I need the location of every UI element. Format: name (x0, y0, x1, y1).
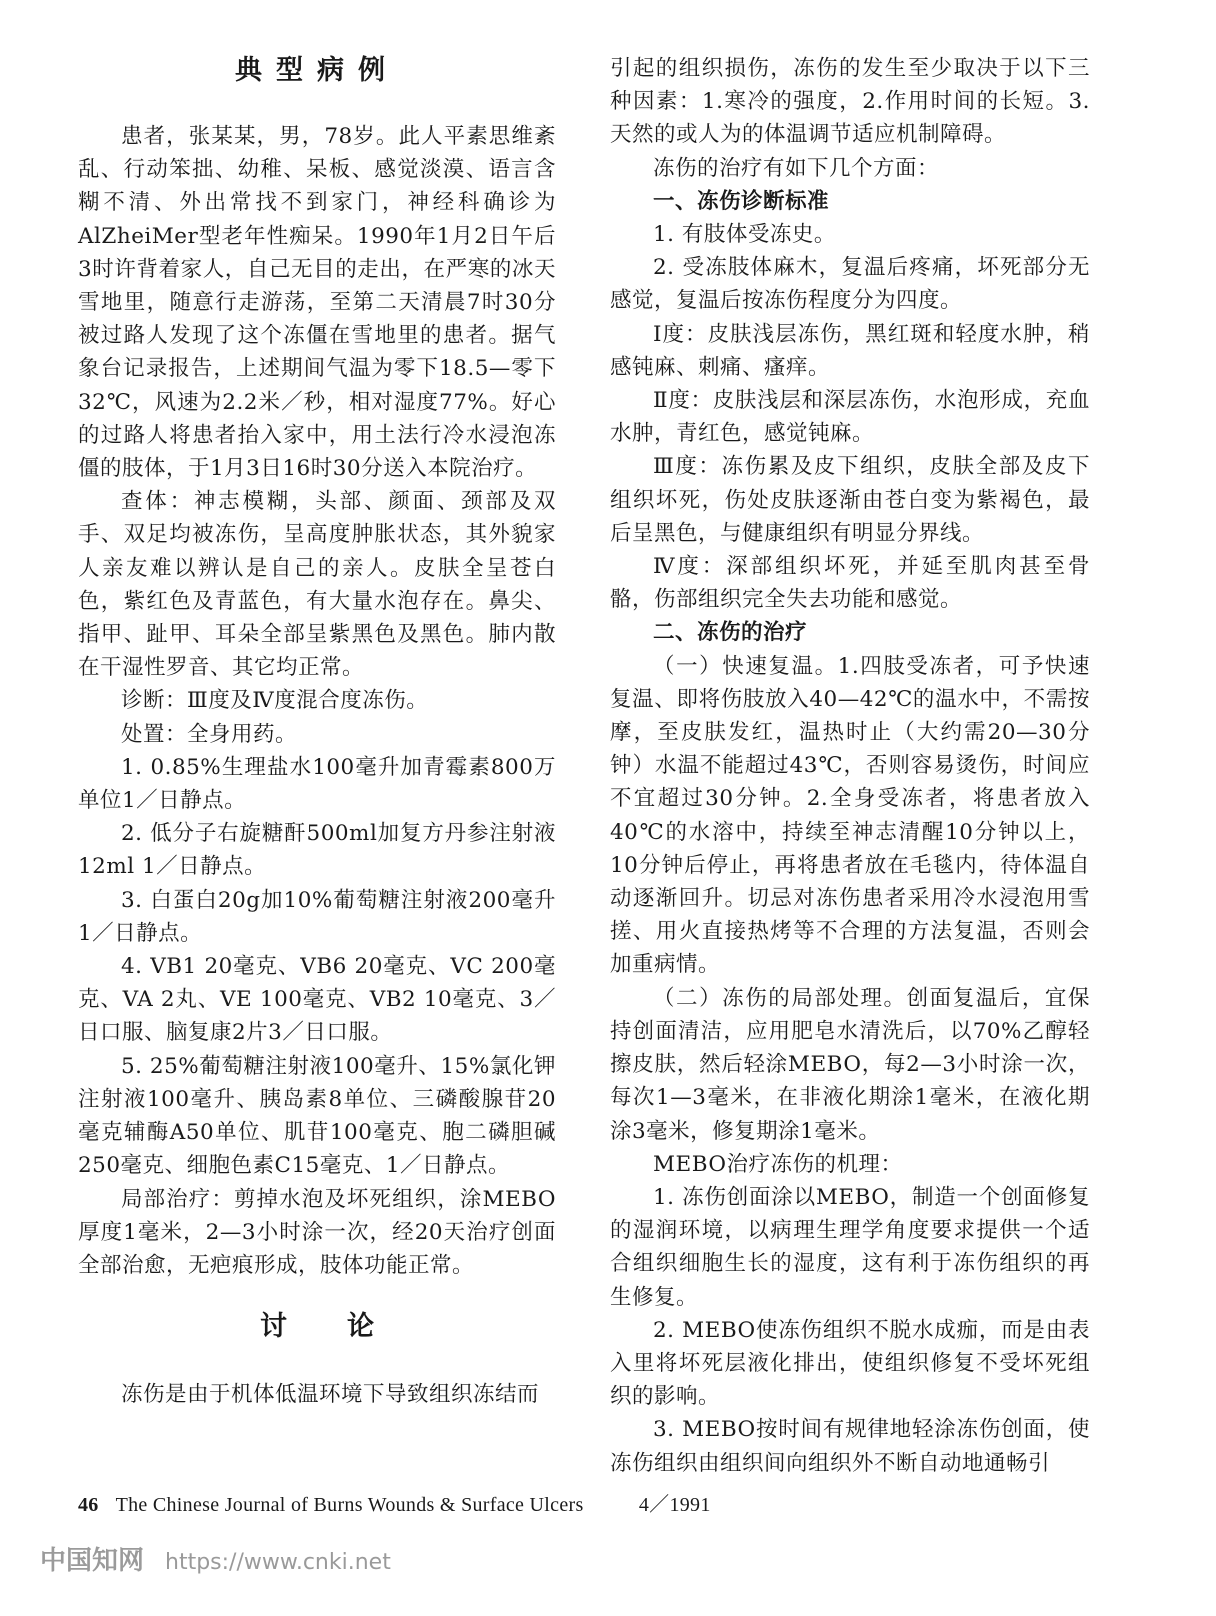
discussion-paragraph: 1. 冻伤创面涂以MEBO，制造一个创面修复的湿润环境，以病理生理学角度要求提供一个适合组织细胞生长的湿度，这有利于冻伤组织的再生修复。 (610, 1184, 1090, 1310)
case-paragraph: 3. 白蛋白20g加10%葡萄糖注射液200毫升1／日静点。 (78, 887, 556, 946)
case-paragraph: 患者，张某某，男，78岁。此人平素思维紊乱、行动笨拙、幼稚、呆板、感觉淡漠、语言含糊不清、外出常找不到家门，神经科确诊为AlZheiMer型老年性痴呆。1990年1月2日午后3时许背着家人，自己无目的走出，在严寒的冰天雪地里，随意行走游荡，至第二天清晨7时30分被过路人发现了这个冻僵在雪地里的患者。据气象台记录报告，上述期间气温为零下18.5—零下32℃，风速为2.2米／秒，相对湿度77%。好心的过路人将患者抬入家中，用土法行冷水浸泡冻僵的肢体，于1月3日16时30分送入本院治疗。 (78, 124, 556, 482)
degree-paragraph: Ⅱ度：皮肤浅层和深层冻伤，水泡形成，充血水肿，青红色，感觉钝麻。 (610, 388, 1090, 447)
section-title-typical-case: 典型病例 (235, 55, 399, 86)
case-paragraph: 局部治疗：剪掉水泡及坏死组织，涂MEBO厚度1毫米，2—3小时涂一次，经20天治疗创面全部治愈，无疤痕形成，肢体功能正常。 (78, 1186, 556, 1278)
case-paragraph: 查体：神志模糊，头部、颜面、颈部及双手、双足均被冻伤，呈高度肿胀状态，其外貌家人亲友难以辨认是自己的亲人。皮肤全呈苍白色，紫红色及青蓝色，有大量水泡存在。鼻尖、指甲、趾甲、耳朵全部呈紫黑色及黑色。肺内散在干湿性罗音、其它均正常。 (78, 489, 556, 681)
degree-paragraph: Ⅰ度：皮肤浅层冻伤，黑红斑和轻度水肿，稍感钝麻、刺痛、瘙痒。 (610, 321, 1090, 380)
discussion-paragraph: 冻伤的治疗有如下几个方面： (653, 155, 940, 181)
journal-name: The Chinese Journal of Burns Wounds & Surface Ulcers (115, 1494, 584, 1516)
case-paragraph: 处置：全身用药。 (121, 721, 298, 747)
case-paragraph: 诊断：Ⅲ度及Ⅳ度混合度冻伤。 (121, 688, 429, 714)
discussion-paragraph: MEBO治疗冻伤的机理： (653, 1151, 903, 1177)
discussion-paragraph: （二）冻伤的局部处理。创面复温后，宜保持创面清洁，应用肥皂水清洗后，以70%乙醇轻擦皮肤，然后轻涂MEBO，每2—3小时涂一次，每次1—3毫米，在非液化期涂1毫米，在液化期涂3毫米，修复期涂1毫米。 (610, 985, 1090, 1144)
discussion-paragraph: 3. MEBO按时间有规律地轻涂冻伤创面，使冻伤组织由组织间向组织外不断自动地通畅引 (610, 1417, 1090, 1476)
discussion-paragraph: （一）快速复温。1.四肢受冻者，可予快速复温、即将伤肢放入40—42℃的温水中，不需按摩，至皮肤发红，温热时止（大约需20—30分钟）水温不能超过43℃，否则容易烫伤，时间应不宜超过30分钟。2.全身受冻者，将患者放入40℃的水溶中，持续至神志清醒10分钟以上，10分钟后停止，再将患者放在毛毯内，待体温自动逐渐回升。切忌对冻伤患者采用冷水浸泡用雪搓、用火直接热烤等不合理的方法复温，否则会加重病情。 (610, 653, 1090, 978)
discussion-paragraph: 1. 有肢体受冻史。 (653, 222, 836, 248)
discussion-paragraph: 2. MEBO使冻伤组织不脱水成痂，而是由表入里将坏死层液化排出，使组织修复不受坏死组织的影响。 (610, 1317, 1090, 1410)
discussion-paragraph: 引起的组织损伤，冻伤的发生至少取决于以下三种因素：1.寒冷的强度，2.作用时间的长短。3.天然的或人为的体温调节适应机制障碍。 (610, 56, 1090, 148)
discussion-paragraph: 冻伤是由于机体低温环境下导致组织冻结而 (121, 1382, 540, 1408)
watermark-cn: 中国知网 (40, 1546, 145, 1576)
issue-label: 4／1991 (638, 1494, 711, 1516)
page-number: 46 (78, 1494, 99, 1516)
subheading-diagnosis-criteria: 一、冻伤诊断标准 (653, 188, 830, 214)
watermark-url: https://www.cnki.net (165, 1550, 391, 1575)
degree-paragraph: Ⅲ度：冻伤累及皮下组织，皮肤全部及皮下组织坏死，伤处皮肤逐渐由苍白变为紫褐色，最后呈黑色，与健康组织有明显分界线。 (610, 454, 1090, 546)
case-paragraph: 5. 25%葡萄糖注射液100毫升、15%氯化钾注射液100毫升、胰岛素8单位、三磷酸腺苷20毫克辅酶A50单位、肌苷100毫克、胞二磷胆碱250毫克、细胞色素C15毫克、1／日静点。 (78, 1053, 556, 1179)
right-column (610, 52, 1090, 1480)
section-title-discussion: 讨论 (260, 1311, 434, 1343)
discussion-paragraph: 2. 受冻肢体麻木，复温后疼痛，坏死部分无感觉，复温后按冻伤程度分为四度。 (610, 255, 1090, 314)
cnki-watermark (40, 1540, 391, 1577)
case-paragraph: 1. 0.85%生理盐水100毫升加青霉素800万单位1／日静点。 (78, 754, 556, 814)
subheading-treatment: 二、冻伤的治疗 (653, 620, 808, 646)
page-footer (78, 1488, 838, 1517)
case-paragraph: 4. VB1 20毫克、VB6 20毫克、VC 200毫克、VA 2丸、VE 100毫克、VB2 10毫克、3／日口服、脑复康2片3／日口服。 (78, 954, 556, 1046)
degree-paragraph: Ⅳ度：深部组织坏死，并延至肌肉甚至骨骼，伤部组织完全失去功能和感觉。 (610, 554, 1090, 613)
case-paragraph: 2. 低分子右旋糖酐500ml加复方丹参注射液12ml 1／日静点。 (78, 821, 556, 880)
left-column (78, 40, 556, 1411)
